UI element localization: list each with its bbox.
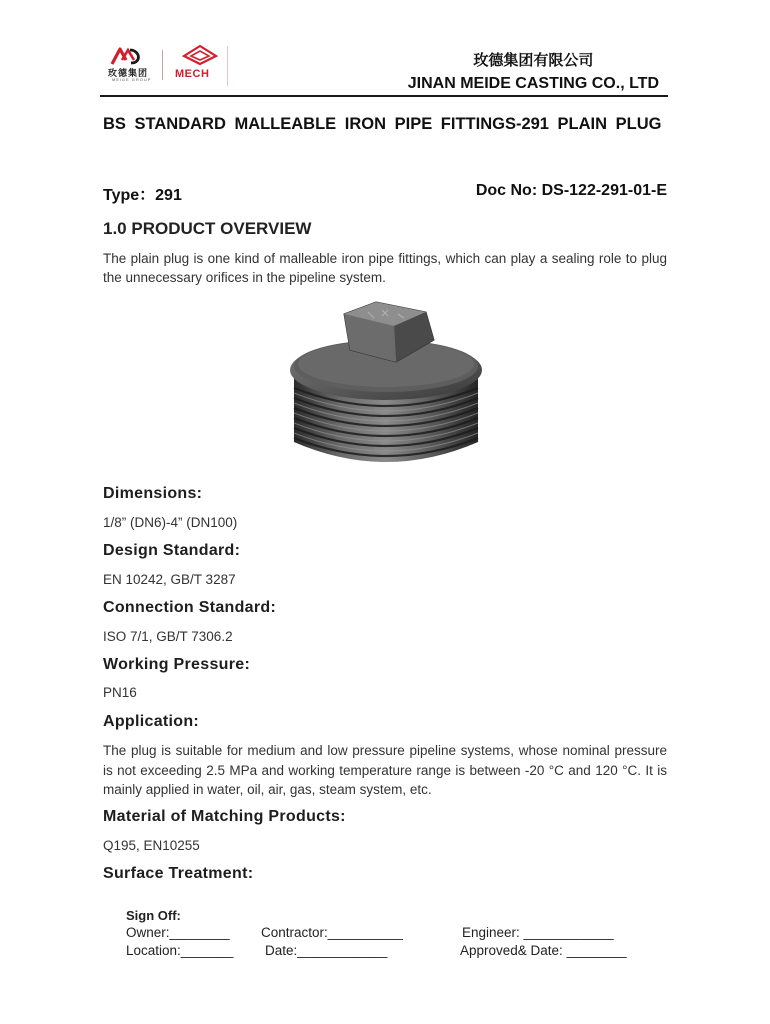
material-value: Q195, EN10255 bbox=[103, 838, 200, 853]
product-overview-text: The plain plug is one kind of malleable iron pipe fittings, which can play a sealing role to plug the unnecessary orifices in the pipeline system. bbox=[103, 251, 667, 285]
date-field: Date:____________ bbox=[265, 943, 388, 958]
document-number: Doc No: DS-122-291-01-E bbox=[475, 182, 667, 199]
application-label: Application: bbox=[103, 713, 200, 730]
dimensions-value: 1/8” (DN6)-4” (DN100) bbox=[103, 515, 238, 530]
contractor-field: Contractor:__________ bbox=[261, 925, 403, 940]
plain-plug-image bbox=[270, 292, 502, 472]
meide-mark-icon bbox=[106, 46, 146, 66]
product-photo-plain-plug bbox=[270, 292, 502, 472]
design-standard-value: EN 10242, GB/T 3287 bbox=[103, 572, 236, 587]
meide-logo-cn: 玫德集团 bbox=[108, 68, 149, 78]
sign-off-title: Sign Off: bbox=[126, 908, 181, 923]
product-type: Type：291 bbox=[103, 187, 182, 204]
meide-group-logo bbox=[106, 46, 162, 82]
application-value: The plug is suitable for medium and low pressure pipeline systems, whose nominal pressure is not exceeding 2.5 MPa and working temperature range is between -20 °C and 120 °C. It is mainly applied in water, oil, air, gas, steam system, etc. bbox=[103, 743, 667, 797]
logo-divider bbox=[162, 50, 163, 80]
connection-standard-value: ISO 7/1, GB/T 7306.2 bbox=[103, 629, 233, 644]
document-title: BS STANDARD MALLEABLE IRON PIPE FITTINGS-291 PLAIN PLUG bbox=[103, 115, 662, 133]
document-header bbox=[0, 0, 770, 100]
mech-logo-text: MECH bbox=[175, 68, 210, 80]
working-pressure-label: Working Pressure: bbox=[103, 656, 251, 673]
dimensions-label: Dimensions: bbox=[103, 485, 203, 502]
design-standard-label: Design Standard: bbox=[103, 542, 241, 559]
mech-diamond-icon bbox=[180, 44, 220, 66]
type-row bbox=[103, 182, 667, 204]
approved-date-field: Approved& Date: ________ bbox=[460, 943, 627, 958]
connection-standard-label: Connection Standard: bbox=[103, 599, 277, 616]
company-name-block bbox=[408, 50, 659, 95]
working-pressure-value: PN16 bbox=[103, 685, 137, 700]
company-name-en: JINAN MEIDE CASTING CO., LTD bbox=[407, 75, 659, 92]
logo-divider-2 bbox=[227, 46, 228, 86]
header-rule bbox=[100, 95, 668, 97]
company-name-cn: 玫德集团有限公司 bbox=[473, 51, 594, 69]
mech-logo bbox=[170, 44, 230, 88]
owner-field: Owner:________ bbox=[126, 925, 230, 940]
location-field: Location:_______ bbox=[126, 943, 234, 958]
product-overview-heading: 1.0 PRODUCT OVERVIEW bbox=[103, 219, 312, 238]
material-label: Material of Matching Products: bbox=[103, 808, 346, 825]
surface-treatment-label: Surface Treatment: bbox=[103, 865, 254, 882]
meide-logo-en: MEIDE GROUP bbox=[112, 77, 152, 82]
engineer-field: Engineer: ____________ bbox=[462, 925, 614, 940]
